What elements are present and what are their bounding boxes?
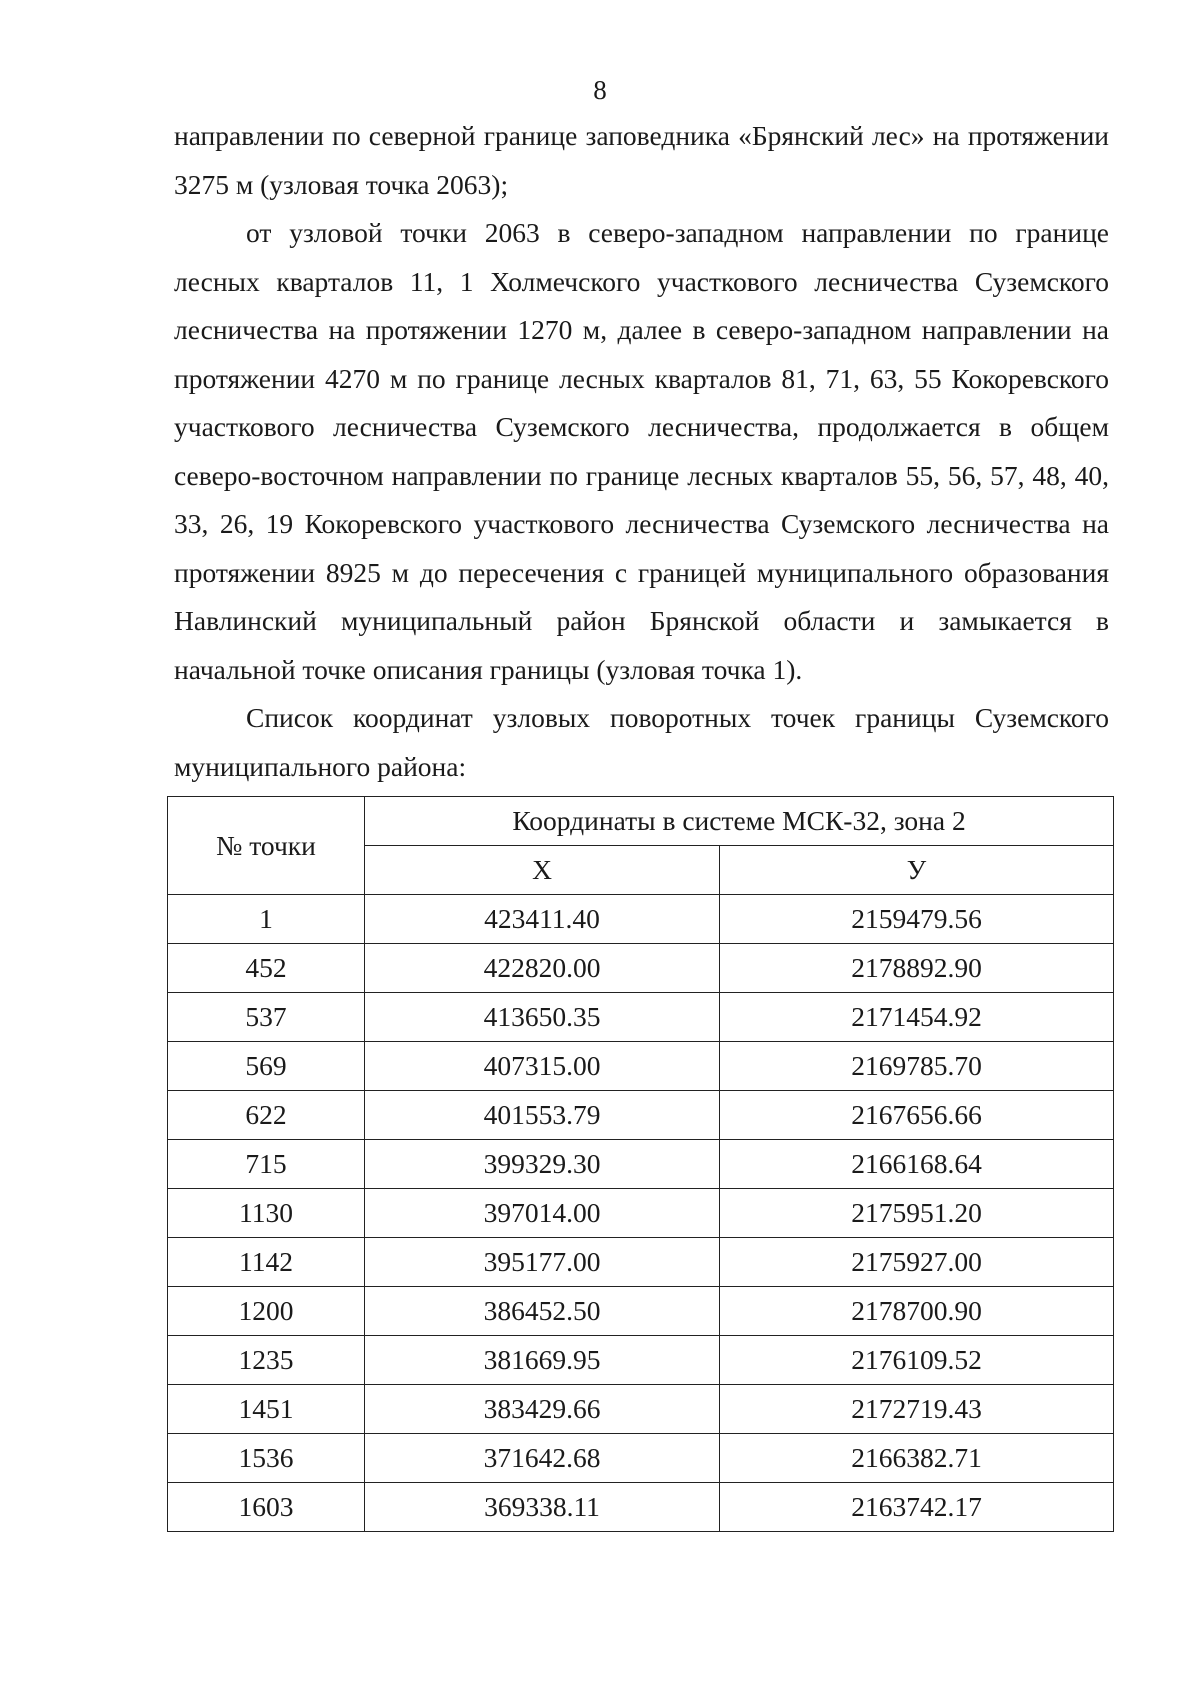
table-row [168,1287,1114,1336]
point-number-cell: 537 [168,993,365,1042]
column-header-y: У [720,846,1114,895]
y-coordinate-cell: 2172719.43 [720,1385,1114,1434]
y-coordinate-cell: 2167656.66 [720,1091,1114,1140]
point-number-cell: 622 [168,1091,365,1140]
table-row [168,1385,1114,1434]
point-number-cell: 569 [168,1042,365,1091]
table-row [168,1434,1114,1483]
x-coordinate-cell: 422820.00 [365,944,720,993]
column-header-x: Х [365,846,720,895]
body-text [174,112,1109,791]
point-number-cell: 1200 [168,1287,365,1336]
point-number-cell: 1142 [168,1238,365,1287]
table-header-row [168,797,1114,846]
table-row [168,1189,1114,1238]
point-number-cell: 715 [168,1140,365,1189]
paragraph-route-description: от узловой точки 2063 в северо-западном направлении по границе лесных кварталов 11, 1 Холмечского участкового лесничества Суземского лесничества на протяжении 1270 м, далее в северо-западном направлении на протяжении 4270 м по границе лесных кварталов 81, 71, 63, 55 Кокоревского участкового лесничества Суземского лесничества, продолжается в общем северо-восточном направлении по границе лесных кварталов 55, 56, 57, 48, 40, 33, 26, 19 Кокоревского участкового лесничества Суземского лесничества на протяжении 8925 м до пересечения с границей муниципального образования Навлинский муниципальный район Брянской области и замыкается в начальной точке описания границы (узловая точка 1). [174,217,1109,685]
y-coordinate-cell: 2163742.17 [720,1483,1114,1532]
point-number-cell: 1603 [168,1483,365,1532]
y-coordinate-cell: 2166168.64 [720,1140,1114,1189]
y-coordinate-cell: 2176109.52 [720,1336,1114,1385]
table-row [168,1042,1114,1091]
x-coordinate-cell: 407315.00 [365,1042,720,1091]
x-coordinate-cell: 369338.11 [365,1483,720,1532]
paragraph-route-continuation: направлении по северной границе заповедника «Брянский лес» на протяжении 3275 м (узловая точка 2063); [174,120,1109,200]
point-number-cell: 1235 [168,1336,365,1385]
x-coordinate-cell: 401553.79 [365,1091,720,1140]
coordinates-table [167,796,1114,1532]
y-coordinate-cell: 2175927.00 [720,1238,1114,1287]
point-number-cell: 452 [168,944,365,993]
column-header-point: № точки [168,797,365,895]
y-coordinate-cell: 2159479.56 [720,895,1114,944]
point-number-cell: 1130 [168,1189,365,1238]
table-row [168,1238,1114,1287]
table-row [168,1483,1114,1532]
paragraph-coordinates-intro: Список координат узловых поворотных точек границы Суземского муниципального района: [174,702,1109,782]
point-number-cell: 1451 [168,1385,365,1434]
y-coordinate-cell: 2178892.90 [720,944,1114,993]
table-row [168,1140,1114,1189]
table-row [168,1336,1114,1385]
y-coordinate-cell: 2169785.70 [720,1042,1114,1091]
point-number-cell: 1536 [168,1434,365,1483]
x-coordinate-cell: 423411.40 [365,895,720,944]
column-header-coordinates: Координаты в системе МСК-32, зона 2 [365,797,1114,846]
table-row [168,993,1114,1042]
table-row [168,1091,1114,1140]
page-number: 8 [593,75,607,105]
x-coordinate-cell: 381669.95 [365,1336,720,1385]
table-row [168,944,1114,993]
point-number-cell: 1 [168,895,365,944]
x-coordinate-cell: 399329.30 [365,1140,720,1189]
table-body [168,895,1114,1532]
y-coordinate-cell: 2175951.20 [720,1189,1114,1238]
table-row [168,895,1114,944]
x-coordinate-cell: 397014.00 [365,1189,720,1238]
x-coordinate-cell: 386452.50 [365,1287,720,1336]
y-coordinate-cell: 2171454.92 [720,993,1114,1042]
x-coordinate-cell: 383429.66 [365,1385,720,1434]
x-coordinate-cell: 395177.00 [365,1238,720,1287]
x-coordinate-cell: 371642.68 [365,1434,720,1483]
y-coordinate-cell: 2166382.71 [720,1434,1114,1483]
x-coordinate-cell: 413650.35 [365,993,720,1042]
y-coordinate-cell: 2178700.90 [720,1287,1114,1336]
